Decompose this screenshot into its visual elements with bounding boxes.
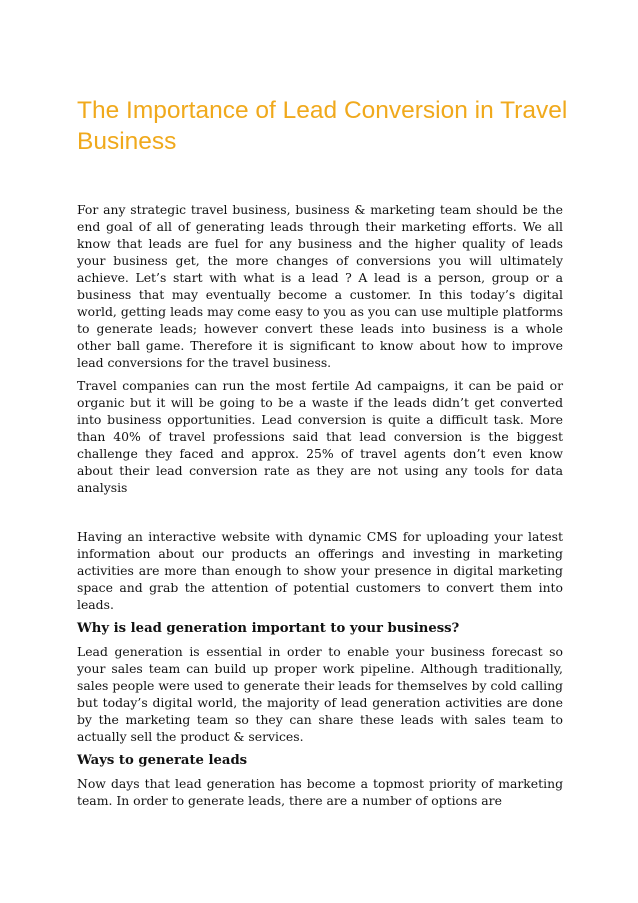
heading-why-lead-generation: Why is lead generation important to your business? (77, 621, 460, 636)
paragraph-website: Having an interactive website with dynamic CMS for uploading your latest information about our products an offerings and investing in marketing activities are more than enough to show your presence in digital marketing space and grab the attention of potential customers to convert them into leads. (77, 529, 563, 612)
paragraph-lead-generation: Lead generation is essential in order to enable your business forecast so your sales team can build up proper work pipeline. Although traditionally, sales people were used to generate their leads for themselves by cold calling but today’s digital world, the majority of lead generation activities are done by the marketing team so they can share these leads with sales team to actually sell the product & services. (77, 644, 563, 744)
paragraph-intro: For any strategic travel business, business & marketing team should be the end goal of all of generating leads through their marketing efforts. We all know that leads are fuel for any business and the higher quality of leads your business get, the more changes of conversions you will ultimately achieve. Let’s start with what is a lead ? A lead is a person, group or a business that may eventually become a customer. In this today’s digital world, getting leads may come easy to you as you can use multiple platforms to generate leads; however convert these leads into business is a whole other ball game. Therefore it is significant to know about how to improve lead conversions for the travel business. (77, 202, 563, 370)
document-title: The Importance of Lead Conversion in Travel Business (77, 97, 568, 155)
heading-ways-to-generate: Ways to generate leads (77, 753, 248, 768)
paragraph-campaigns: Travel companies can run the most fertile Ad campaigns, it can be paid or organic but it will be going to be a waste if the leads didn’t get converted into business opportunities. Lead conversion is quite a difficult task. More than 40% of travel professions said that lead conversion is the biggest challenge they faced and approx. 25% of travel agents don’t even know about their lead conversion rate as they are not using any tools for data analysis (77, 378, 563, 495)
document-body (77, 201, 563, 815)
paragraph-ways: Now days that lead generation has become a topmost priority of marketing team. In order to generate leads, there are a number of options are (77, 776, 563, 808)
